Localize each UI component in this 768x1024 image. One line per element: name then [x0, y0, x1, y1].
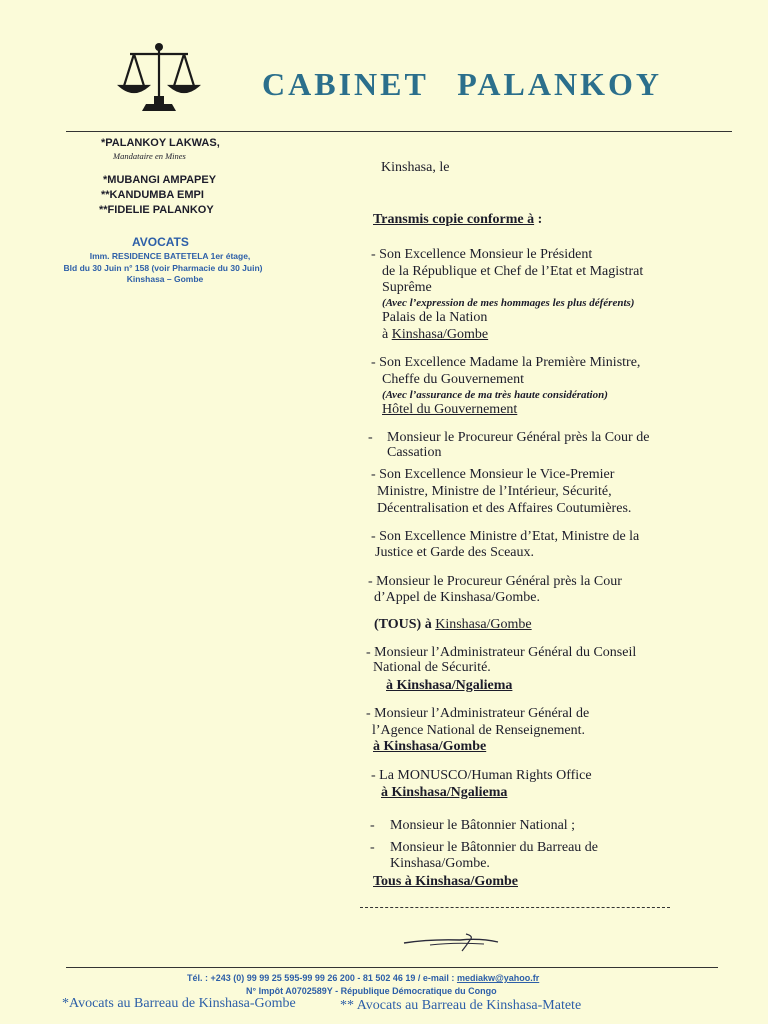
recipient-9-line-1: - La MONUSCO/Human Rights Office — [371, 768, 592, 783]
final-location: Tous à Kinshasa/Gombe — [373, 874, 518, 889]
scales-of-justice-logo-icon — [116, 40, 202, 116]
recipient-9-location: à Kinshasa/Ngaliema — [381, 785, 508, 800]
lawyer-name-2: *MUBANGI AMPAPEY — [103, 174, 217, 186]
signature-scribble-icon — [400, 930, 510, 954]
recipient-1-location-city: Kinshasa/Gombe — [391, 327, 489, 342]
recipient-8-line-2: l’Agence National de Renseignement. — [372, 723, 586, 738]
recipient-1-location — [382, 327, 488, 342]
recipient-1-courtesy: (Avec l’expression de mes hommages les plus déférents) — [382, 297, 635, 309]
recipient-3-dash: - — [368, 430, 373, 445]
recipient-11-line-1: Monsieur le Bâtonnier du Barreau de — [390, 840, 598, 855]
place-date: Kinshasa, le — [381, 160, 450, 175]
recipient-1-line-1: - Son Excellence Monsieur le Président — [371, 247, 593, 262]
recipient-3-line-2: Cassation — [387, 445, 442, 460]
address-line-2: Bld du 30 Juin n° 158 (voir Pharmacie du 30 Juin) — [63, 263, 263, 273]
cabinet-title: CABINET PALANKOY — [262, 66, 662, 102]
recipient-1-location-prefix: à — [382, 327, 392, 342]
footer-rule — [66, 967, 718, 968]
signature-dashed-line — [360, 907, 670, 908]
recipient-3-line-1: Monsieur le Procureur Général près la Cour de — [387, 430, 650, 445]
recipient-8-line-1: - Monsieur l’Administrateur Général de — [366, 706, 590, 721]
recipient-7-line-2: National de Sécurité. — [373, 660, 491, 675]
footer-impot: N° Impôt A0702589Y - République Démocratique du Congo — [246, 986, 497, 996]
recipient-11-line-2: Kinshasa/Gombe. — [390, 856, 490, 871]
avocats-label: AVOCATS — [132, 235, 189, 249]
recipient-4-line-1: - Son Excellence Monsieur le Vice-Premier — [371, 467, 615, 482]
lawyer-name-3: **KANDUMBA EMPI — [101, 189, 204, 201]
recipient-2-courtesy: (Avec l’assurance de ma très haute considération) — [382, 389, 608, 401]
recipient-2-line-3: Hôtel du Gouvernement — [382, 402, 518, 417]
tous-line — [374, 617, 532, 632]
footer-bar-gombe: *Avocats au Barreau de Kinshasa-Gombe — [62, 996, 296, 1011]
recipient-10-line-1: Monsieur le Bâtonnier National ; — [390, 818, 576, 833]
footer-bar-matete: ** Avocats au Barreau de Kinshasa-Matete — [340, 998, 582, 1013]
recipient-2-line-2: Cheffe du Gouvernement — [382, 372, 525, 387]
recipient-1-line-4: Palais de la Nation — [382, 310, 488, 325]
recipient-10-dash: - — [370, 818, 375, 833]
tous-prefix: (TOUS) à — [374, 617, 436, 632]
lawyer-name-1: *PALANKOY LAKWAS, — [101, 137, 220, 149]
recipient-4-line-3: Décentralisation et des Affaires Coutumières. — [377, 501, 632, 516]
recipient-7-line-1: - Monsieur l’Administrateur Général du Conseil — [366, 645, 637, 660]
recipient-6-line-1: - Monsieur le Procureur Général près la Cour — [368, 574, 622, 589]
footer-email: mediakw@yahoo.fr — [456, 973, 540, 983]
address-line-3: Kinshasa – Gombe — [126, 274, 204, 284]
recipient-11-dash: - — [370, 840, 375, 855]
recipient-7-location: à Kinshasa/Ngaliema — [386, 678, 513, 693]
recipient-5-line-2: Justice et Garde des Sceaux. — [375, 545, 534, 560]
tous-city: Kinshasa/Gombe — [435, 617, 532, 632]
recipient-8-location: à Kinshasa/Gombe — [373, 739, 487, 754]
recipients-heading-text: Transmis copie conforme à — [373, 212, 535, 227]
address-line-1: Imm. RESIDENCE BATETELA 1er étage, — [89, 251, 251, 261]
recipients-heading-colon: : — [534, 212, 543, 227]
header-rule — [66, 131, 732, 132]
recipient-6-line-2: d’Appel de Kinshasa/Gombe. — [374, 590, 541, 605]
recipient-4-line-2: Ministre, Ministre de l’Intérieur, Sécurité, — [377, 484, 612, 499]
recipient-2-line-1: - Son Excellence Madame la Première Ministre, — [371, 355, 641, 370]
recipient-5-line-1: - Son Excellence Ministre d’Etat, Ministre de la — [371, 529, 640, 544]
recipient-1-line-2: de la République et Chef de l’Etat et Magistrat — [382, 264, 644, 279]
lawyer-title-1: Mandataire en Mines — [113, 151, 186, 161]
footer-contact — [187, 973, 539, 983]
lawyer-name-4: **FIDELIE PALANKOY — [99, 204, 214, 216]
footer-tel: Tél. : +243 (0) 99 99 25 595-99 99 26 200 - 81 502 46 19 / e-mail : — [187, 973, 457, 983]
recipient-1-line-3: Suprême — [382, 280, 432, 295]
recipients-heading — [373, 212, 542, 227]
